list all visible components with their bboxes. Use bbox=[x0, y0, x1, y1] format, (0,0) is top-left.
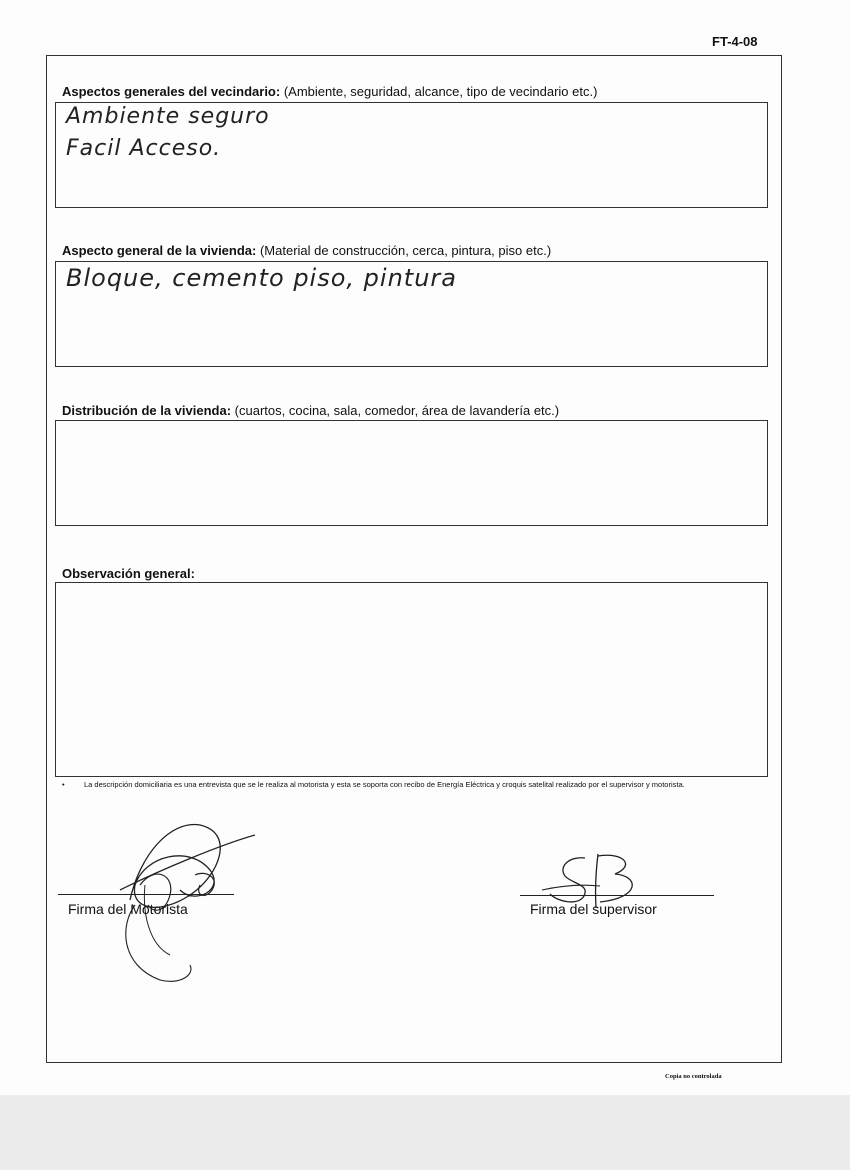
handwritten-line: Ambiente seguro bbox=[66, 104, 270, 129]
form-code: FT-4-08 bbox=[712, 34, 758, 49]
supervisor-signature-line bbox=[520, 895, 714, 896]
supervisor-signature-label: Firma del supervisor bbox=[530, 901, 657, 917]
section-hint: (cuartos, cocina, sala, comedor, área de lavandería etc.) bbox=[231, 403, 560, 418]
handwritten-line: Facil Acceso. bbox=[66, 136, 222, 161]
section-title: Observación general: bbox=[62, 566, 195, 581]
section-label-observation bbox=[62, 566, 195, 581]
driver-signature bbox=[100, 815, 270, 985]
driver-signature-label: Firma del Motorista bbox=[68, 901, 188, 917]
section-title: Distribución de la vivienda: bbox=[62, 403, 232, 418]
distribution-box[interactable] bbox=[55, 420, 768, 526]
handwritten-line: Bloque, cemento piso, pintura bbox=[66, 264, 457, 292]
observation-box[interactable] bbox=[55, 582, 768, 777]
bullet: • bbox=[62, 780, 65, 789]
section-hint: (Ambiente, seguridad, alcance, tipo de vecindario etc.) bbox=[280, 84, 598, 99]
footnote-text: La descripción domiciliaria es una entrevista que se le realiza al motorista y esta se soporta con recibo de Energía Eléctrica y croquis satelital realizado por el supervisor y motorista. bbox=[84, 780, 685, 789]
section-title: Aspecto general de la vivienda: bbox=[62, 243, 257, 258]
section-label-neighborhood bbox=[62, 84, 597, 99]
uncontrolled-copy-label: Copia no controlada bbox=[665, 1073, 722, 1080]
section-title: Aspectos generales del vecindario: bbox=[62, 84, 281, 99]
section-label-distribution bbox=[62, 403, 559, 418]
section-hint: (Material de construcción, cerca, pintura, piso etc.) bbox=[256, 243, 552, 258]
section-label-house bbox=[62, 243, 551, 258]
driver-signature-line bbox=[58, 894, 234, 895]
scan-margin bbox=[0, 1095, 850, 1170]
